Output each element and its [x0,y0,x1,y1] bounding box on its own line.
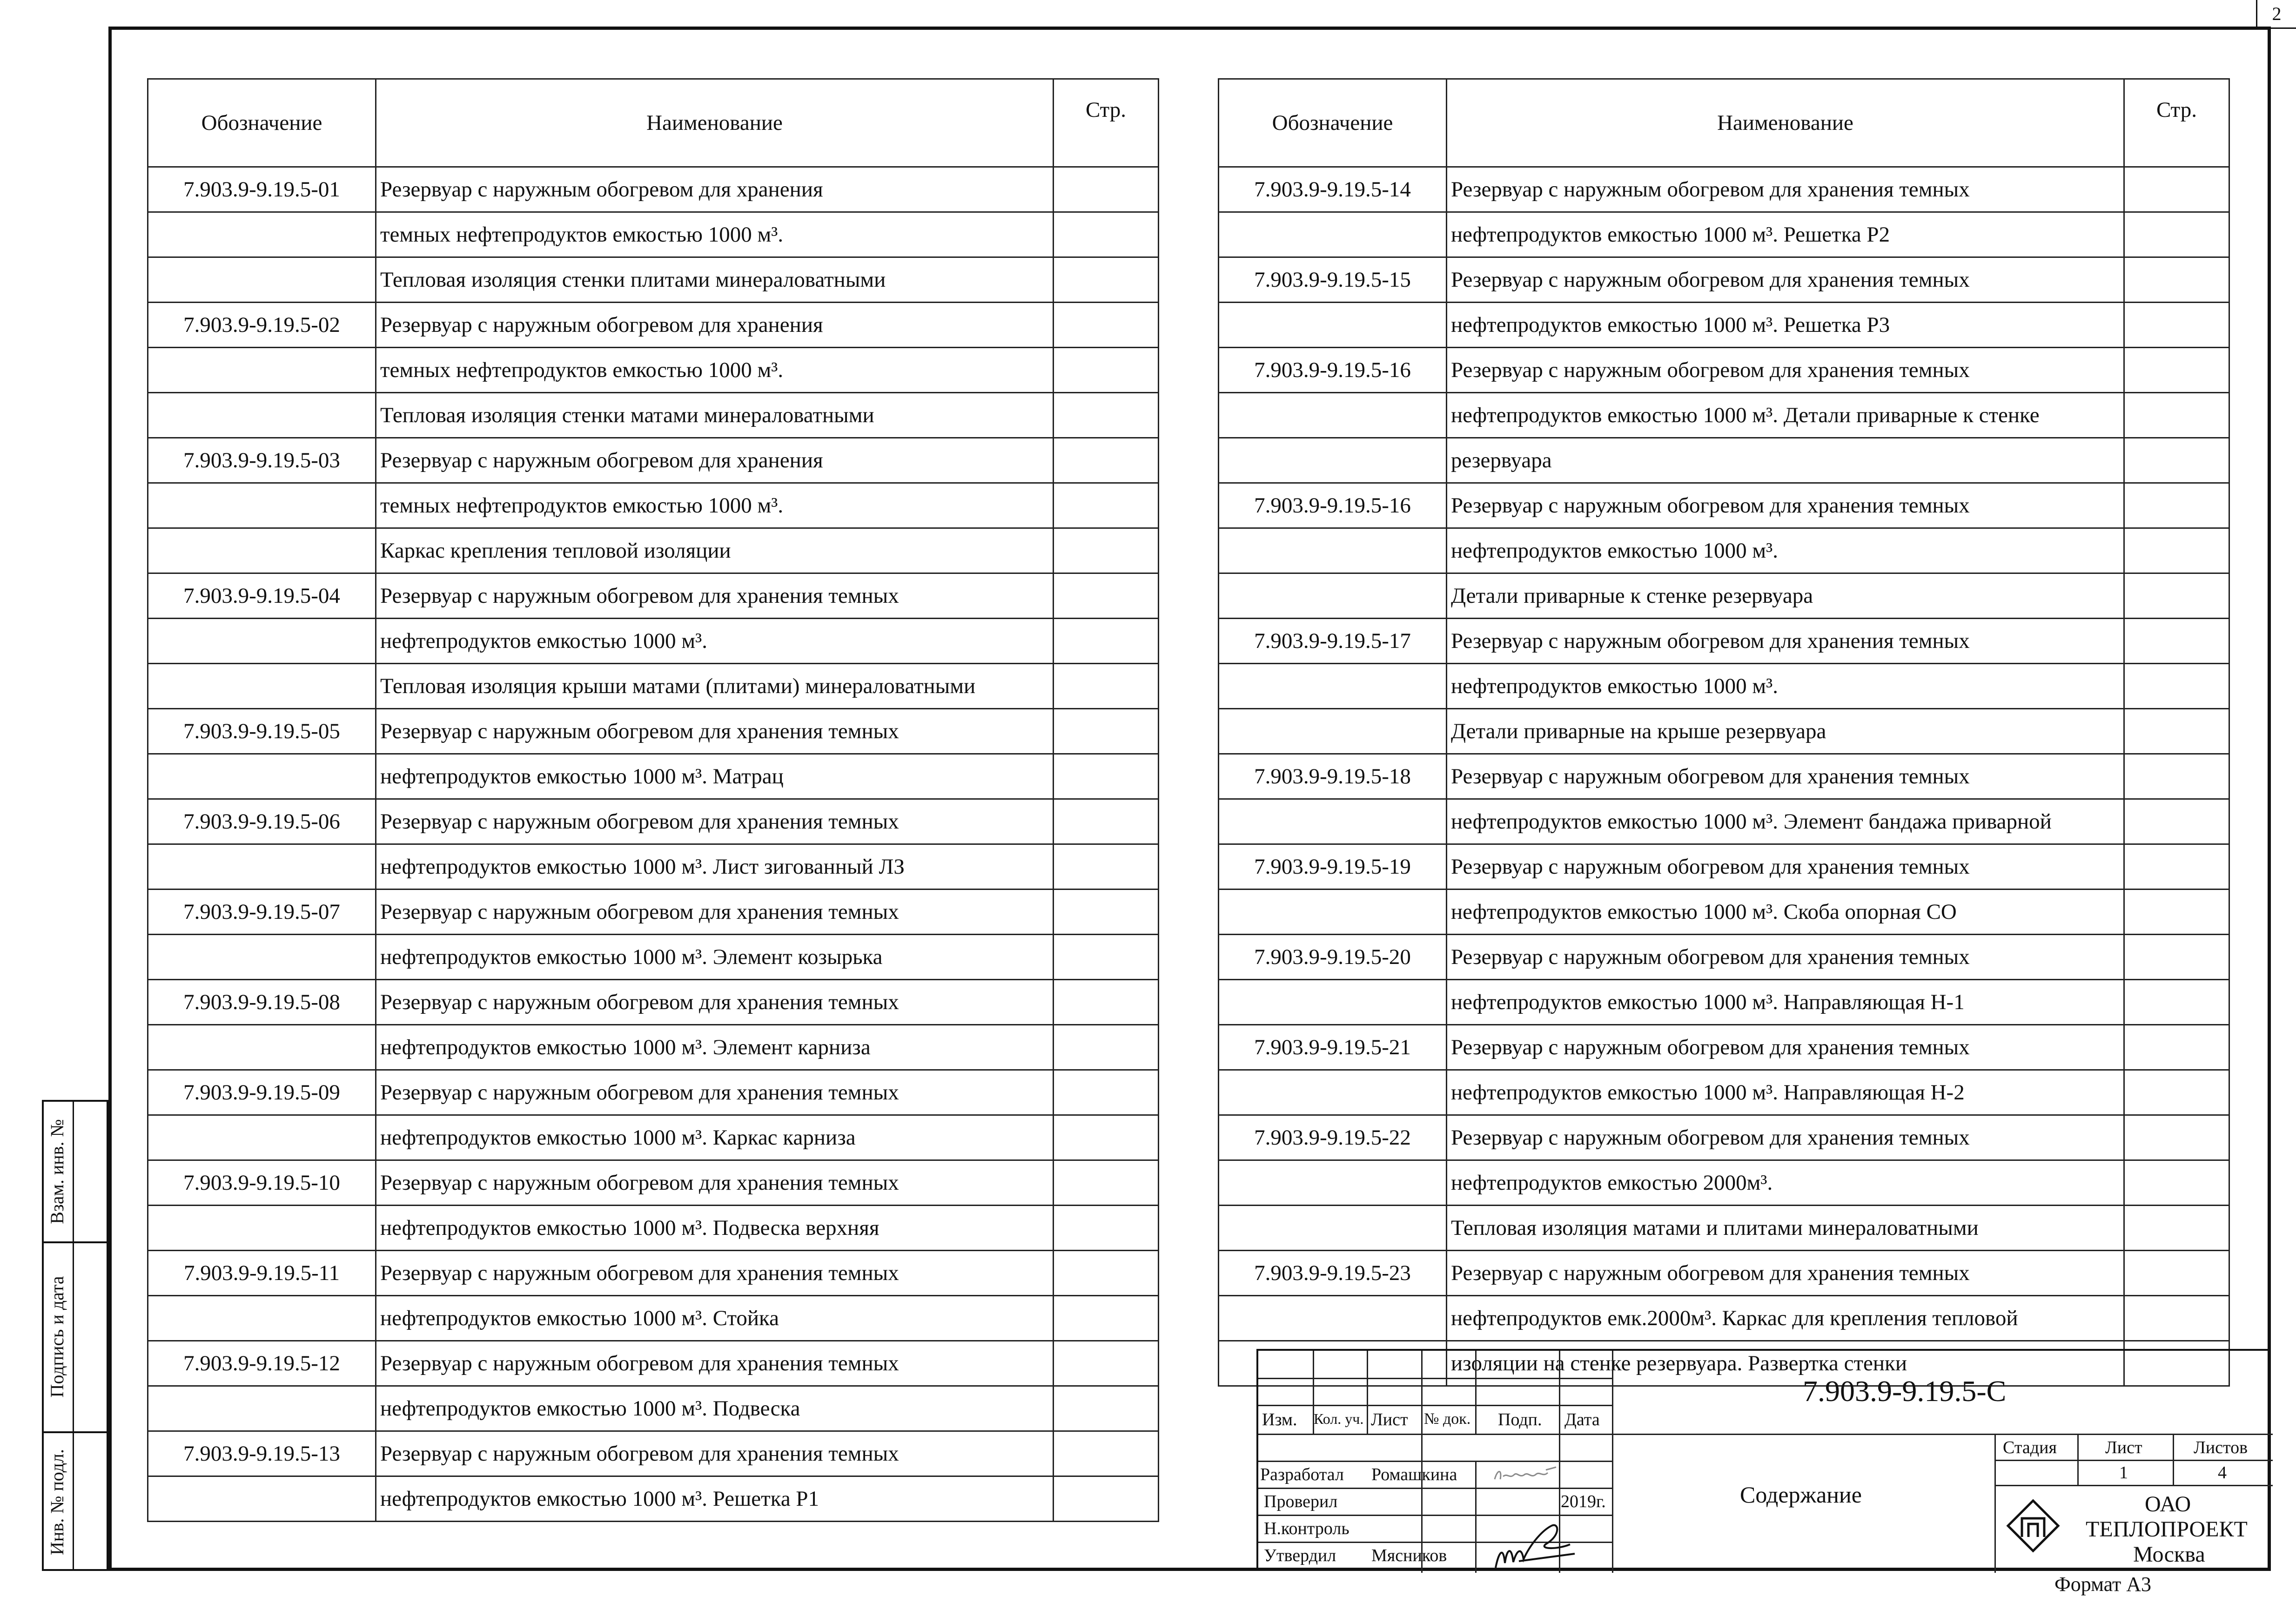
paper-format: Формат А3 [2054,1573,2152,1596]
col-ndok: № док. [1424,1410,1471,1428]
table-row [1219,438,2229,483]
table-row [148,1115,1159,1160]
row-designation [148,664,376,709]
row-name: Тепловая изоляция стенки плитами минераловатными [376,257,1054,303]
row-page [2124,1296,2229,1341]
side-inv-label: Инв. № подл. [47,1449,67,1555]
row-designation: 7.903.9-9.19.5-10 [148,1160,376,1206]
stage-header: Стадия [2003,1438,2057,1457]
row-page [2124,303,2229,348]
row-page [2124,257,2229,303]
row-page [1054,1386,1159,1431]
row-page [2124,709,2229,754]
row-name: изоляции на стенке резервуара. Развертка стенки [1447,1341,2124,1386]
row-name: Резервуар с наружным обогревом для хранения темных [1447,483,2124,528]
doc-code: 7.903.9-9.19.5-С [1803,1375,2007,1408]
row-page [1054,1206,1159,1251]
row-name: Детали приварные к стенке резервуара [1447,573,2124,619]
row-name: Резервуар с наружным обогревом для хранения темных [1447,619,2124,664]
table-row [1219,1206,2229,1251]
row-designation [148,1386,376,1431]
row-name: Резервуар с наружным обогревом для хранения темных [376,573,1054,619]
row-name: Детали приварные на крыше резервуара [1447,709,2124,754]
row-designation [148,1025,376,1070]
col-kol: Кол. уч. [1314,1410,1364,1427]
table-row [1219,1251,2229,1296]
table-row [1219,1160,2229,1206]
table-row [1219,709,2229,754]
row-designation [1219,212,1447,257]
table-row [1219,212,2229,257]
row-name: нефтепродуктов емкостью 1000 м³. Каркас карниза [376,1115,1054,1160]
table-row [148,483,1159,528]
table-row [148,1341,1159,1386]
row-designation: 7.903.9-9.19.5-13 [148,1431,376,1476]
table-row [148,619,1159,664]
row-name: Резервуар с наружным обогревом для хранения темных [376,1341,1054,1386]
header-designation: Обозначение [148,79,376,167]
row-name: Резервуар с наружным обогревом для хранения темных [376,1431,1054,1476]
row-name: Резервуар с наружным обогревом для хранения темных [1447,1251,2124,1296]
row-name: нефтепродуктов емкостью 1000 м³. Направляющая Н-1 [1447,980,2124,1025]
table-row [1219,1025,2229,1070]
table-row [1219,528,2229,573]
row-name: нефтепродуктов емкостью 1000 м³. [1447,528,2124,573]
row-page [2124,799,2229,844]
sheets-header: Листов [2194,1438,2248,1457]
row-designation: 7.903.9-9.19.5-18 [1219,754,1447,799]
table-row [1219,573,2229,619]
row-designation [1219,1296,1447,1341]
row-designation [148,348,376,393]
row-designation [1219,889,1447,935]
row-designation [1219,438,1447,483]
row-name: Резервуар с наружным обогревом для хранения темных [376,1251,1054,1296]
row-name: Резервуар с наружным обогревом для хранения [376,167,1054,212]
row-designation [1219,303,1447,348]
row-page [2124,664,2229,709]
table-row [1219,1070,2229,1115]
row-page [1054,1025,1159,1070]
row-name: нефтепродуктов емкостью 1000 м³. Детали приварные к стенке [1447,393,2124,438]
year: 2019г. [1561,1492,1606,1511]
row-name: Каркас крепления тепловой изоляции [376,528,1054,573]
table-row [148,393,1159,438]
table-row [148,212,1159,257]
row-designation [148,257,376,303]
row-page [1054,303,1159,348]
table-row [148,799,1159,844]
row-page [1054,754,1159,799]
table-row [148,935,1159,980]
table-row [148,1160,1159,1206]
table-row [1219,754,2229,799]
row-designation: 7.903.9-9.19.5-05 [148,709,376,754]
row-designation [148,483,376,528]
table-row [1219,1296,2229,1341]
table-row [148,528,1159,573]
row-name: темных нефтепродуктов емкостью 1000 м³. [376,483,1054,528]
row-page [1054,348,1159,393]
org-line-3: Москва [2133,1542,2205,1567]
row-designation: 7.903.9-9.19.5-03 [148,438,376,483]
row-name: нефтепродуктов емкостью 1000 м³. [376,619,1054,664]
row-designation: 7.903.9-9.19.5-22 [1219,1115,1447,1160]
row-designation [1219,664,1447,709]
row-name: нефтепродуктов емкостью 1000 м³. Элемент бандажа приварной [1447,799,2124,844]
row-name: нефтепродуктов емкостью 1000 м³. Элемент карниза [376,1025,1054,1070]
row-page [2124,980,2229,1025]
row-name: Резервуар с наружным обогревом для хранения темных [376,799,1054,844]
sheet-number: 2 [2256,0,2296,29]
row-name: Резервуар с наружным обогревом для хранения [376,303,1054,348]
col-list: Лист [1371,1410,1408,1429]
row-page [2124,573,2229,619]
row-page [2124,1160,2229,1206]
row-name: Резервуар с наружным обогревом для хранения темных [1447,844,2124,889]
row-page [1054,573,1159,619]
row-designation: 7.903.9-9.19.5-23 [1219,1251,1447,1296]
sheet-header: Лист [2105,1438,2142,1457]
row-designation [1219,709,1447,754]
row-name: нефтепродуктов емкостью 1000 м³. [1447,664,2124,709]
row-designation [1219,573,1447,619]
row-designation: 7.903.9-9.19.5-07 [148,889,376,935]
table-row [1219,844,2229,889]
row-name: Резервуар с наружным обогревом для хранения темных [376,1160,1054,1206]
table-row [1219,483,2229,528]
table-row [1219,1115,2229,1160]
row-page [2124,754,2229,799]
row-page [2124,528,2229,573]
role-proveril: Проверил [1264,1492,1338,1511]
table-row [1219,664,2229,709]
row-name: нефтепродуктов емк.2000м³. Каркас для крепления тепловой [1447,1296,2124,1341]
row-designation [1219,799,1447,844]
table-row [148,1386,1159,1431]
contents-table-left [147,78,1159,1522]
row-page [1054,1160,1159,1206]
row-name: нефтепродуктов емкостью 1000 м³. Решетка Р1 [376,1476,1054,1522]
row-name: нефтепродуктов емкостью 1000 м³. Стойка [376,1296,1054,1341]
row-designation: 7.903.9-9.19.5-08 [148,980,376,1025]
header-designation: Обозначение [1219,79,1447,167]
table-header [148,79,1159,167]
row-designation [148,1115,376,1160]
col-izm: Изм. [1262,1410,1297,1429]
side-vzam-label: Взам. инв. № [47,1119,67,1224]
row-name: нефтепродуктов емкостью 1000 м³. Элемент козырька [376,935,1054,980]
header-page: Стр. [2124,79,2229,167]
row-page [2124,889,2229,935]
row-name: Резервуар с наружным обогревом для хранения темных [1447,348,2124,393]
row-page [1054,1296,1159,1341]
signature-razrabotal [1491,1461,1561,1489]
row-page [2124,1070,2229,1115]
row-page [2124,1025,2229,1070]
row-name: темных нефтепродуктов емкостью 1000 м³. [376,212,1054,257]
row-name: Резервуар с наружным обогревом для хранения [376,438,1054,483]
row-designation [1219,1070,1447,1115]
row-name: Резервуар с наружным обогревом для хранения темных [1447,754,2124,799]
row-name: резервуара [1447,438,2124,483]
table-row [148,1025,1159,1070]
row-page [1054,709,1159,754]
sheet-title: Содержание [1740,1482,1862,1508]
table-row [148,438,1159,483]
table-row [148,754,1159,799]
table-row [1219,980,2229,1025]
row-designation [148,754,376,799]
header-page: Стр. [1054,79,1159,167]
role-nkontrol: Н.контроль [1264,1519,1349,1538]
table-row [148,1476,1159,1522]
table-row [148,1251,1159,1296]
row-page [2124,619,2229,664]
table-row [148,1296,1159,1341]
table-row [148,1431,1159,1476]
row-designation [148,1296,376,1341]
row-designation [148,619,376,664]
row-page [1054,212,1159,257]
role-utverdil: Утвердил [1264,1546,1336,1565]
row-name: Резервуар с наружным обогревом для хранения темных [1447,257,2124,303]
row-page [2124,212,2229,257]
table-row [1219,619,2229,664]
row-designation: 7.903.9-9.19.5-17 [1219,619,1447,664]
table-header [1219,79,2229,167]
table-row [148,844,1159,889]
row-page [1054,167,1159,212]
row-designation: 7.903.9-9.19.5-14 [1219,167,1447,212]
row-page [1054,1115,1159,1160]
row-designation [148,393,376,438]
table-row [148,573,1159,619]
row-page [1054,1341,1159,1386]
row-page [2124,844,2229,889]
row-page [1054,438,1159,483]
row-name: Тепловая изоляция крыши матами (плитами) минераловатными [376,664,1054,709]
row-designation: 7.903.9-9.19.5-09 [148,1070,376,1115]
row-page [1054,1251,1159,1296]
name-razrabotal: Ромашкина [1371,1465,1457,1484]
row-designation: 7.903.9-9.19.5-04 [148,573,376,619]
table-row [148,348,1159,393]
contents-table-right [1218,78,2230,1387]
table-row [1219,889,2229,935]
row-designation [1219,980,1447,1025]
col-data: Дата [1564,1410,1600,1429]
row-designation: 7.903.9-9.19.5-19 [1219,844,1447,889]
table-row [1219,348,2229,393]
row-designation: 7.903.9-9.19.5-02 [148,303,376,348]
row-page [2124,1115,2229,1160]
row-page [2124,438,2229,483]
role-razrabotal: Разработал [1260,1465,1344,1484]
row-name: Резервуар с наружным обогревом для хранения темных [1447,1115,2124,1160]
row-name: Резервуар с наружным обогревом для хранения темных [1447,935,2124,980]
row-designation: 7.903.9-9.19.5-15 [1219,257,1447,303]
row-designation: 7.903.9-9.19.5-06 [148,799,376,844]
table-row [1219,393,2229,438]
row-designation: 7.903.9-9.19.5-01 [148,167,376,212]
row-name: темных нефтепродуктов емкостью 1000 м³. [376,348,1054,393]
table-row [148,303,1159,348]
row-page [1054,1431,1159,1476]
row-page [1054,483,1159,528]
row-page [2124,935,2229,980]
row-page [1054,393,1159,438]
table-row [148,980,1159,1025]
org-logo-icon [2005,1499,2061,1555]
signature-utverdil [1491,1516,1579,1572]
row-page [2124,1206,2229,1251]
sheet-value: 1 [2119,1463,2128,1482]
side-podpis-label: Подпись и дата [47,1276,67,1398]
org-line-1: ОАО [2145,1492,2191,1516]
sheets-value: 4 [2218,1463,2227,1482]
row-designation: 7.903.9-9.19.5-20 [1219,935,1447,980]
table-row [148,889,1159,935]
row-designation [148,1206,376,1251]
row-designation [1219,1160,1447,1206]
row-designation [148,935,376,980]
row-page [1054,799,1159,844]
row-page [1054,257,1159,303]
table-row [148,664,1159,709]
table-row [1219,303,2229,348]
row-name: Тепловая изоляция стенки матами минераловатными [376,393,1054,438]
name-utverdil: Мясников [1371,1546,1447,1565]
row-designation [148,1476,376,1522]
row-designation: 7.903.9-9.19.5-21 [1219,1025,1447,1070]
row-designation: 7.903.9-9.19.5-12 [148,1341,376,1386]
row-name: нефтепродуктов емкостью 1000 м³. Подвеска верхняя [376,1206,1054,1251]
row-name: нефтепродуктов емкостью 1000 м³. Подвеска [376,1386,1054,1431]
row-designation: 7.903.9-9.19.5-16 [1219,348,1447,393]
col-podp: Подп. [1498,1410,1542,1429]
table-row [1219,257,2229,303]
row-name: нефтепродуктов емкостью 1000 м³. Решетка Р2 [1447,212,2124,257]
row-page [2124,393,2229,438]
row-name: Резервуар с наружным обогревом для хранения темных [376,1070,1054,1115]
row-designation: 7.903.9-9.19.5-11 [148,1251,376,1296]
header-name: Наименование [1447,79,2124,167]
table-row [148,1206,1159,1251]
row-page [1054,935,1159,980]
row-name: нефтепродуктов емкостью 1000 м³. Матрац [376,754,1054,799]
row-designation [148,844,376,889]
org-line-2: ТЕПЛОПРОЕКТ [2086,1517,2248,1542]
row-page [2124,348,2229,393]
row-name: нефтепродуктов емкостью 1000 м³. Направляющая Н-2 [1447,1070,2124,1115]
row-page [2124,1251,2229,1296]
row-page [1054,980,1159,1025]
row-page [1054,844,1159,889]
row-page [1054,528,1159,573]
table-row [1219,935,2229,980]
row-name: Резервуар с наружным обогревом для хранения темных [1447,167,2124,212]
row-page [2124,483,2229,528]
row-name: Резервуар с наружным обогревом для хранения темных [376,889,1054,935]
row-name: нефтепродуктов емкостью 1000 м³. Решетка Р3 [1447,303,2124,348]
table-row [1219,799,2229,844]
row-designation [148,212,376,257]
table-row [148,167,1159,212]
header-name: Наименование [376,79,1054,167]
row-page [1054,619,1159,664]
row-name: Тепловая изоляция матами и плитами минераловатными [1447,1206,2124,1251]
row-designation [148,528,376,573]
row-designation [1219,1206,1447,1251]
table-row [148,1070,1159,1115]
side-stamp [42,1100,108,1571]
row-name: нефтепродуктов емкостью 2000м³. [1447,1160,2124,1206]
table-row [1219,167,2229,212]
row-page [1054,664,1159,709]
row-name: нефтепродуктов емкостью 1000 м³. Лист зигованный ЛЗ [376,844,1054,889]
row-designation [1219,528,1447,573]
title-block [1256,1349,2271,1571]
row-page [2124,167,2229,212]
table-row [148,709,1159,754]
row-name: Резервуар с наружным обогревом для хранения темных [1447,1025,2124,1070]
row-name: нефтепродуктов емкостью 1000 м³. Скоба опорная СО [1447,889,2124,935]
row-name: Резервуар с наружным обогревом для хранения темных [376,709,1054,754]
row-page [1054,889,1159,935]
table-row [148,257,1159,303]
row-page [1054,1476,1159,1522]
row-designation: 7.903.9-9.19.5-16 [1219,483,1447,528]
row-designation [1219,393,1447,438]
row-name: Резервуар с наружным обогревом для хранения темных [376,980,1054,1025]
row-page [1054,1070,1159,1115]
